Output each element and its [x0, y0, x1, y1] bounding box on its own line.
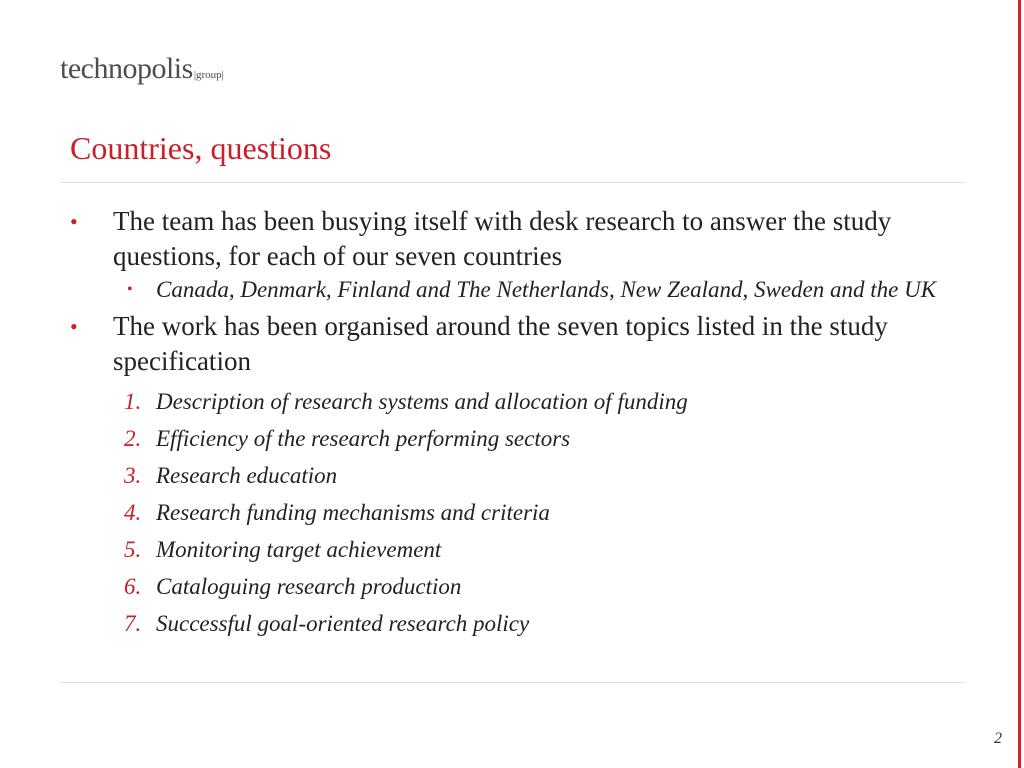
- sub-bullet-marker: •: [127, 281, 133, 298]
- title-divider: [60, 182, 966, 183]
- country-sub-list: [70, 275, 950, 305]
- bullet-marker: •: [70, 314, 78, 339]
- topic-number: 4.: [124, 500, 142, 525]
- right-edge-accent-line: [1018, 0, 1021, 768]
- topic-item: [70, 383, 950, 420]
- bullet-text: The team has been busying itself with desk research to answer the study questions, for each of our seven countries: [113, 206, 892, 271]
- topic-text: Efficiency of the research performing sectors: [156, 426, 571, 451]
- bullet-desk-research: [70, 204, 950, 274]
- sub-bullet-text: Canada, Denmark, Finland and The Netherlands, New Zealand, Sweden and the UK: [156, 277, 937, 302]
- topic-number: 3.: [124, 463, 142, 488]
- sub-bullet-countries: [70, 275, 950, 305]
- topic-item: [70, 457, 950, 494]
- topic-text: Research funding mechanisms and criteria: [156, 500, 550, 525]
- topic-number: 5.: [124, 537, 142, 562]
- topic-number: 7.: [124, 611, 142, 636]
- topic-item: [70, 605, 950, 642]
- slide-title: Countries, questions: [70, 130, 332, 166]
- topic-number: 6.: [124, 574, 142, 599]
- logo-group-suffix: |group|: [193, 69, 224, 81]
- slide-body: [70, 204, 950, 642]
- bullet-marker: •: [70, 209, 78, 234]
- logo-wordmark: technopolis: [60, 52, 193, 85]
- topic-text: Monitoring target achievement: [156, 537, 442, 562]
- topic-number: 1.: [124, 389, 142, 414]
- topic-number: 2.: [124, 426, 142, 451]
- bullet-text: The work has been organised around the seven topics listed in the study specification: [113, 311, 888, 376]
- topic-text: Successful goal-oriented research policy: [156, 611, 530, 636]
- bullet-seven-topics: [70, 309, 950, 379]
- topic-item: [70, 494, 950, 531]
- footer-divider: [60, 682, 966, 683]
- topic-text: Research education: [156, 463, 338, 488]
- topic-item: [70, 420, 950, 457]
- topic-item: [70, 568, 950, 605]
- topic-item: [70, 531, 950, 568]
- topic-text: Cataloguing research production: [156, 574, 462, 599]
- page-number: 2: [994, 730, 1002, 747]
- topic-text: Description of research systems and allocation of funding: [156, 389, 688, 414]
- technopolis-logo: [60, 52, 224, 86]
